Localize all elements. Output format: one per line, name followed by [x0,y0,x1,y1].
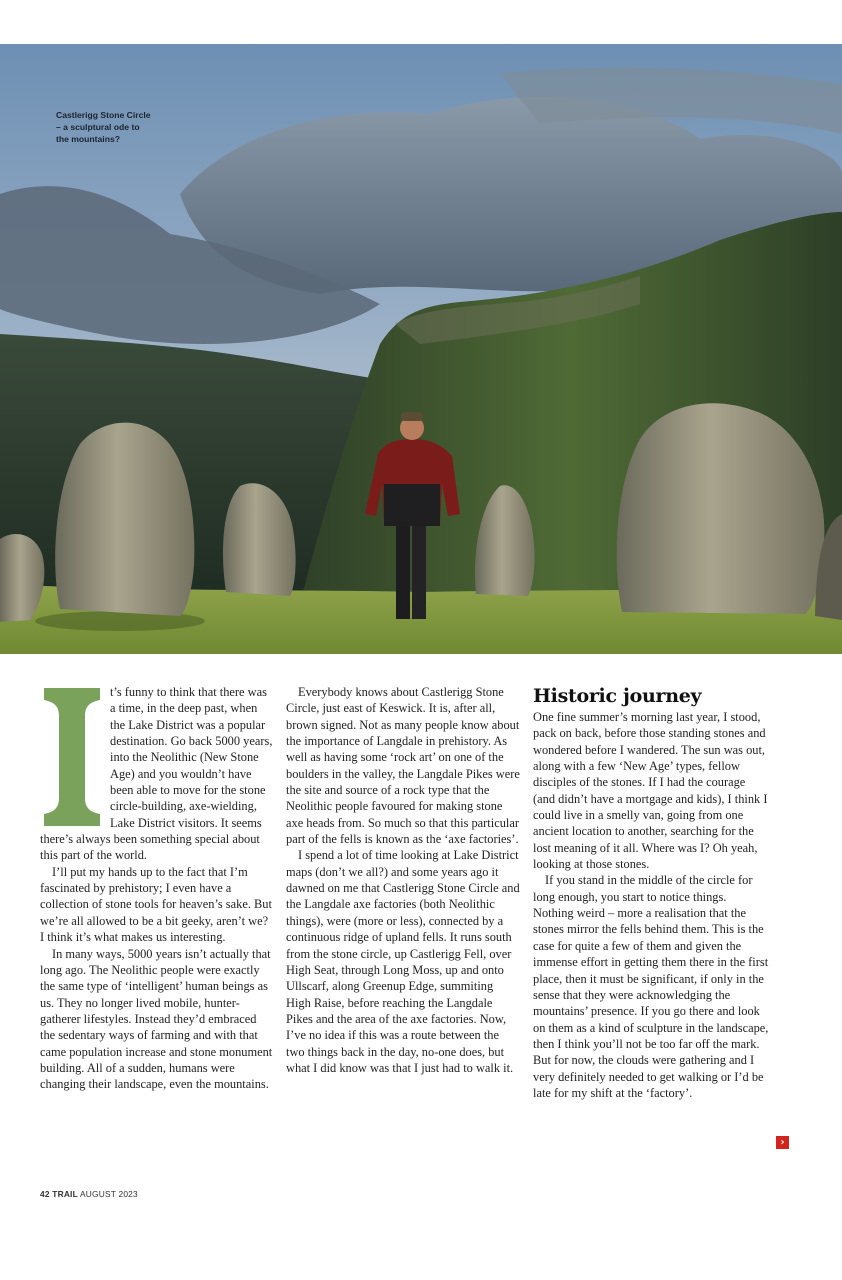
page-folio [40,1189,138,1199]
page-number: 42 [40,1189,50,1199]
article-paragraph: In many ways, 5000 years isn’t actually that long ago. The Neolithic people were exactly the same type of ‘intelligent’ human beings as us. They no longer lived mobile, hunter-gatherer lifestyles. Instead they’d embraced the sedentary ways of farming and with that came population increase and stone monument building. All of a sudden, humans were changing their landscape, even the mountains. [40,946,273,1092]
article-paragraph: I’ll put my hands up to the fact that I’m fascinated by prehistory; I even have a collection of stone tools for heaven’s sake. But we’re all allowed to be a bit geeky, aren’t we? I think it’s what makes us interesting. [40,864,272,945]
article-paragraph: I spend a lot of time looking at Lake District maps (don’t we all?) and some years ago it dawned on me that Castlerigg Stone Circle and the Langdale axe factories (both Neolithic things), were (more or less), connected by a continuous ridge of upland fells. It runs south from the stone circle, up Castlerigg Fell, over High Seat, through Long Moss, up and onto Ullscarf, along Greenup Edge, summiting High Raise, before reaching the Langdale Pikes and the area of the axe factories. Now, I’ve no idea if this was a route between the two things back in the day, no-one does, but what I did know was that I just had to walk it. [286,848,520,1075]
article-column-3 [533,684,769,1101]
article-paragraph: t’s funny to think that there was a time, in the deep past, when the Lake District was a popular destination. Go back 5000 years, into the Neolithic (New Stone Age) and you wouldn’t have been able to move for the stone circle-building, axe-wielding, Lake District visitors. It seems there’s always been something special about this part of the world. [40,685,273,863]
article-paragraph: One fine summer’s morning last year, I stood, pack on back, before those standing stones and wondered before I wandered. The sun was out, along with a few ‘New Age’ types, fellow disciples of the stones. If I had the courage (and didn’t have a mortgage and kids), I think I could live in a smelly van, going from one ancient location to another, searching for the lost meaning of it all. Where was I? Oh yeah, looking at those stones. [533,710,768,872]
article-column-1 [40,684,274,1093]
photo-caption: Castlerigg Stone Circle – a sculptural ode to the mountains? [56,110,151,144]
article-paragraph: If you stand in the middle of the circle for long enough, you start to notice things. Nothing weird – more a realisation that the stones mirror the fells behind them. This is the case for quite a few of them and given the immense effort in getting them there in the first place, then it must be significant, if only in the sense that they were acknowledging the mountains’ presence. If you go there and look on them as a kind of sculpture in the landscape, then I think you’ll not be too far off the mark. But for now, the clouds were gathering and I very definitely needed to get walking or I’d be late for my shift at the ‘factory’. [533,873,769,1100]
magazine-name: TRAIL [52,1189,78,1199]
article-column-2 [286,684,520,1076]
issue-date: AUGUST 2023 [79,1189,138,1199]
article-paragraph: Everybody knows about Castlerigg Stone Circle, just east of Keswick. It is, after all, brown signed. Not as many people know about the importance of Langdale in prehistory. As well as having some ‘rock art’ on one of the boulders in the valley, the Langdale Pikes were the site and source of a rock type that the Neolithic people favoured for making stone axe heads from. So much so that this particular part of the fells is known as the ‘axe factories’. [286,685,520,847]
section-heading: Historic journey [533,685,702,707]
drop-cap-letter [40,686,104,828]
end-of-article-icon: › [776,1136,789,1149]
